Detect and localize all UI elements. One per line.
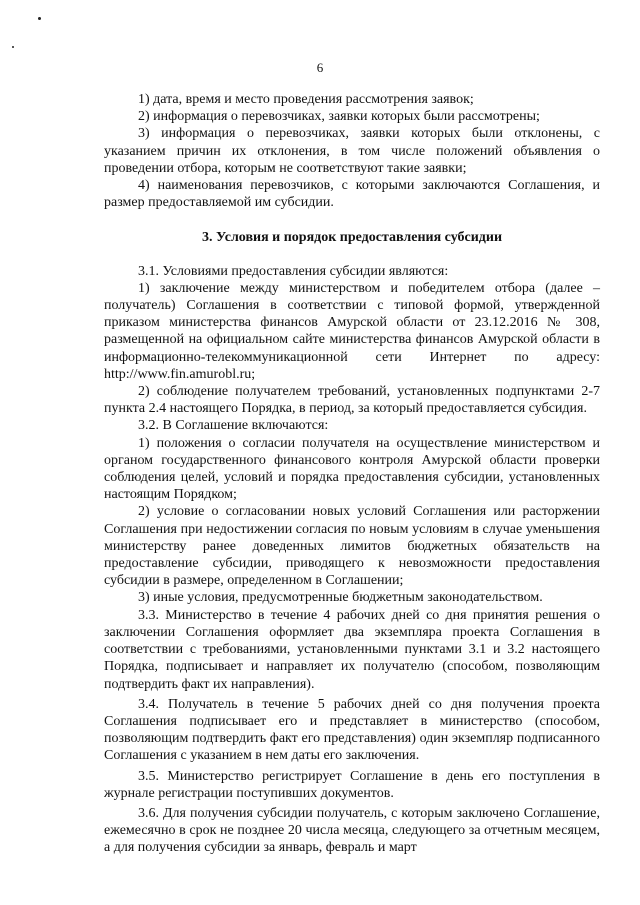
document-body	[104, 91, 600, 857]
paragraph: 1) заключение между министерством и победителем отбора (далее – получатель) Соглашения в соответствии с типовой формой, утвержденной приказом министерства финансов Амурской области от 23.12.2016 № 308, размещенной на официальном сайте министерства финансов Амурской области в информационно-телекоммуникационной сети Интернет по адресу: http://www.fin.amurobl.ru;	[104, 280, 600, 382]
section-heading: 3. Условия и порядок предоставления субсидии	[201, 230, 503, 246]
list-item: 1) дата, время и место проведения рассмотрения заявок;	[138, 92, 474, 107]
paragraph: 3.6. Для получения субсидии получатель, с которым заключено Соглашение, ежемесячно в срок не позднее 20 числа месяца, следующего за отчетным месяцем, а для получения субсидии за январь, февраль и март	[104, 805, 600, 856]
scan-speck	[12, 46, 14, 48]
page-number: 6	[316, 60, 324, 75]
paragraph: 3.4. Получатель в течение 5 рабочих дней со дня получения проекта Соглашения подписывает его и представляет в министерство (способом, позволяющим подтвердить факт его представления) один экземпляр подписанного Соглашения с указанием в нем даты его заключения.	[104, 696, 600, 764]
paragraph: 3.5. Министерство регистрирует Соглашение в день его поступления в журнале регистрации поступивших документов.	[104, 768, 600, 801]
list-item: 4) наименования перевозчиков, с которыми заключаются Соглашения, и размер предоставляемой им субсидии.	[104, 178, 600, 211]
paragraph: 2) соблюдение получателем требований, установленных подпунктами 2-7 пункта 2.4 настоящего Порядка, в период, за который предоставляется субсидия.	[104, 384, 600, 417]
list-item: 2) информация о перевозчиках, заявки которых были рассмотрены;	[138, 109, 540, 125]
paragraph: 3) иные условия, предусмотренные бюджетным законодательством.	[138, 590, 543, 606]
list-item: 3) информация о перевозчиках, заявки которых были отклонены, с указанием причин их отклонения, в том числе положений объявления о проведении отбора, которым не соответствуют такие заявки;	[104, 126, 600, 176]
paragraph: 3.1. Условиями предоставления субсидии являются:	[138, 263, 449, 279]
paragraph: 2) условие о согласовании новых условий Соглашения или расторжении Соглашения при недостижении согласия по новым условиям в случае уменьшения министерству ранее доведенных лимитов бюджетных обязательств на предоставление субсидии, приводящего к невозможности предоставления субсидии в размере, определенном в Соглашении;	[104, 504, 600, 589]
paragraph: 3.2. В Соглашение включаются:	[138, 418, 329, 434]
scan-speck	[38, 17, 41, 20]
paragraph: 3.3. Министерство в течение 4 рабочих дней со дня принятия решения о заключении Соглашения оформляет два экземпляра проекта Соглашения в соответствии с требованиями, установленными пунктами 3.1 и 3.2 настоящего Порядка, подписывает и направляет их получателю (способом, позволяющим подтвердить факт их направления).	[104, 607, 600, 692]
paragraph: 1) положения о согласии получателя на осуществление министерством и органом государственного финансового контроля Амурской области проверки соблюдения целей, условий и порядка предоставления субсидии, установленных настоящим Порядком;	[104, 435, 600, 503]
